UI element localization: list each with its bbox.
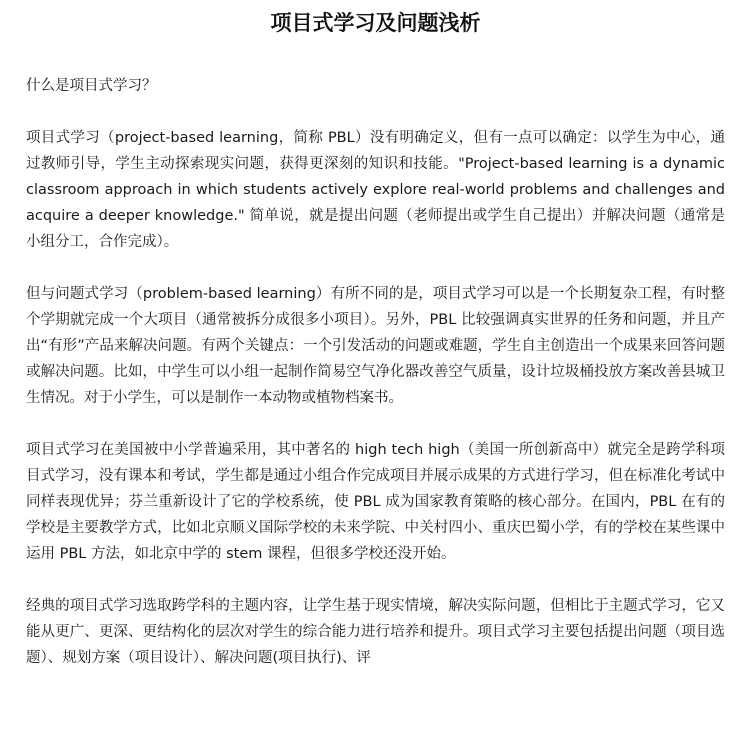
section-question: 什么是项目式学习？ — [26, 78, 157, 94]
paragraph-comparison: 但与问题式学习（problem-based learning）有所不同的是，项目式学习可以是一个长期复杂工程，有时整个学期就完成一个大项目（通常被拆分成很多小项目）。另外，PBL 比较强调真实世界的任务和问题，并且产出“有形”产品来解决问题。有两个关键点：一个引发活动的问题或难题，学生自主创造出一个成果来回答问题或解决问题。比如，中学生可以小组一起制作简易空气净化器改善空气质量，设计垃圾桶投放方案改善县城卫生情况。对于小学生，可以是制作一本动物或植物档案书。 — [26, 286, 725, 406]
document-title: 项目式学习及问题浅析 — [270, 10, 481, 35]
paragraph-classic-pbl: 经典的项目式学习选取跨学科的主题内容，让学生基于现实情境，解决实际问题，但相比于主题式学习，它又能从更广、更深、更结构化的层次对学生的综合能力进行培养和提升。项目式学习主要包括提出问题（项目选题）、规划方案（项目设计）、解决问题(项目执行)、评 — [26, 598, 725, 666]
paragraph-adoption: 项目式学习在美国被中小学普遍采用，其中著名的 high tech high（美国一所创新高中）就完全是跨学科项目式学习，没有课本和考试，学生都是通过小组合作完成项目并展示成果的方式进行学习，但在标准化考试中同样表现优异；芬兰重新设计了它的学校系统，使 PBL 成为国家教育策略的核心部分。在国内，PBL 在有的学校是主要教学方式，比如北京顺义国际学校的未来学院、中关村四小、重庆巴蜀小学，有的学校在某些课中运用 PBL 方法，如北京中学的 stem 课程，但很多学校还没开始。 — [26, 442, 725, 562]
paragraph-definition: 项目式学习（project-based learning，简称 PBL）没有明确定义，但有一点可以确定：以学生为中心，通过教师引导，学生主动探索现实问题，获得更深刻的知识和技能。"Project-based learning is a dynamic classroom approach in which students actively explore real-world problems and challenges and acquire a deeper knowledge." 简单说，就是提出问题（老师提出或学生自己提出）并解决问题（通常是小组分工，合作完成）。 — [26, 130, 725, 250]
